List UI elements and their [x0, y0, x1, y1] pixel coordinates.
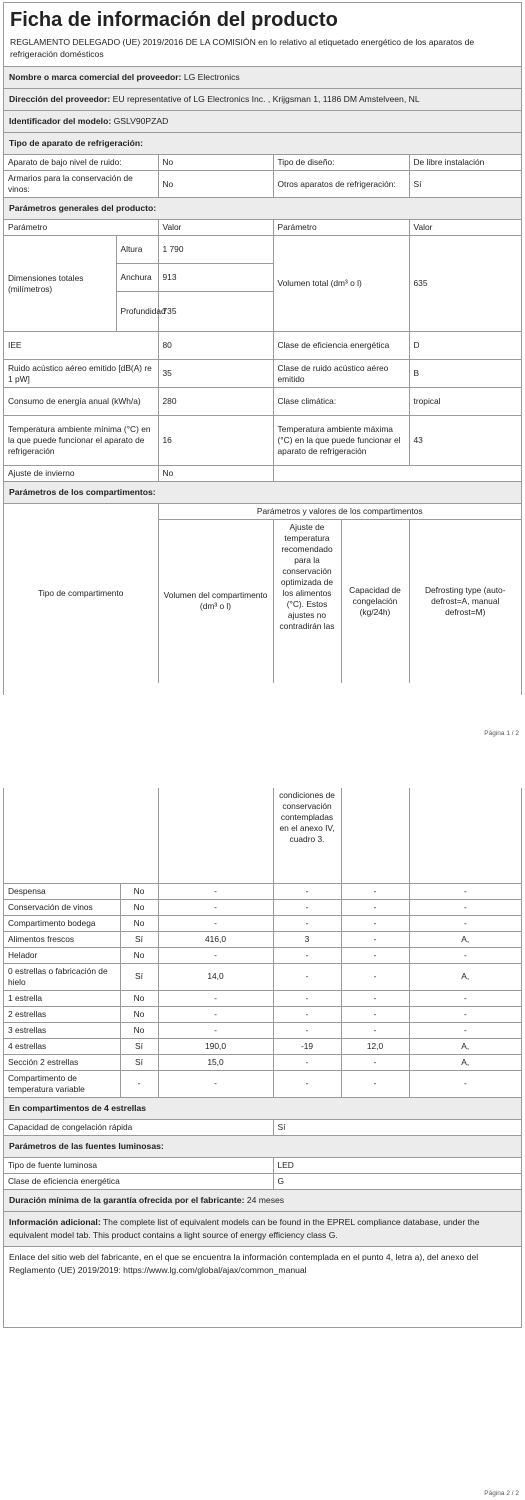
compartment-present: Sí: [120, 1038, 158, 1054]
additional-info-label: Información adicional:: [9, 1216, 101, 1227]
page-1: [0, 0, 525, 745]
compartment-name: Conservación de vinos: [4, 899, 120, 915]
table-row: [4, 1119, 521, 1135]
compartment-defrost: A,: [409, 1038, 521, 1054]
depth-label: Profundidad: [116, 292, 158, 332]
width-value: 913: [158, 264, 273, 292]
sheet-frame-page-2: [3, 788, 522, 1328]
compartment-defrost: A,: [409, 963, 521, 990]
table-row: [4, 171, 521, 198]
table-row: [4, 1006, 521, 1022]
light-source-heading-text: Parámetros de las fuentes luminosas:: [9, 1140, 164, 1151]
table-row: [4, 931, 521, 947]
light-class-label: Clase de eficiencia energética: [4, 1173, 273, 1189]
width-label: Anchura: [116, 264, 158, 292]
compartment-present: Sí: [120, 931, 158, 947]
winter-setting-value: No: [158, 466, 273, 482]
page-number: Página 1 / 2: [484, 730, 519, 737]
compartment-present: Sí: [120, 1054, 158, 1070]
compartments-heading: [4, 482, 521, 503]
table-row: [4, 416, 521, 466]
compartment-name: Alimentos frescos: [4, 931, 120, 947]
compartment-name: 2 estrellas: [4, 1006, 120, 1022]
col-param-header-2: Parámetro: [273, 220, 409, 236]
page-2: [0, 760, 525, 1500]
compartment-name: Compartimento de temperatura variable: [4, 1070, 120, 1097]
table-header-row: [4, 788, 521, 883]
fast-freeze-value: Sí: [273, 1119, 521, 1135]
compartment-defrost: -: [409, 915, 521, 931]
compartment-freezing: -: [341, 1070, 409, 1097]
compartment-present: No: [120, 899, 158, 915]
table-row: [4, 236, 521, 264]
compartment-temp: -: [273, 990, 341, 1006]
four-star-heading: [4, 1098, 521, 1119]
other-appliances-value: Sí: [409, 171, 521, 198]
compartment-defrost: -: [409, 990, 521, 1006]
light-source-heading: [4, 1136, 521, 1157]
freezing-capacity-header-cont: [341, 788, 409, 883]
wine-storage-value: No: [158, 171, 273, 198]
compartments-header-table: [4, 503, 521, 683]
compartment-volume: -: [158, 915, 273, 931]
general-params-heading-text: Parámetros generales del producto:: [9, 203, 157, 213]
compartment-temp: -: [273, 883, 341, 899]
compartment-temp: -: [273, 1006, 341, 1022]
page-number: Página 2 / 2: [484, 1490, 519, 1497]
compartment-name: Helador: [4, 947, 120, 963]
compartment-volume: 14,0: [158, 963, 273, 990]
appliance-type-table: [4, 154, 521, 198]
compartment-temp: -: [273, 947, 341, 963]
table-row: [4, 155, 521, 171]
table-row: [4, 1038, 521, 1054]
compartment-freezing: -: [341, 1022, 409, 1038]
compartment-present: No: [120, 915, 158, 931]
supplier-address-value: EU representative of LG Electronics Inc. , Krijgsman 1, 1186 DM Amstelveen, NL: [112, 94, 420, 104]
table-row: [4, 1022, 521, 1038]
table-row: [4, 990, 521, 1006]
height-label: Altura: [116, 236, 158, 264]
light-class-value: G: [273, 1173, 521, 1189]
warranty-value: 24 meses: [246, 1194, 285, 1205]
compartment-name: 4 estrellas: [4, 1038, 120, 1054]
compartment-volume: 416,0: [158, 931, 273, 947]
climate-class-value: tropical: [409, 388, 521, 416]
manufacturer-link-text: Enlace del sitio web del fabricante, en el que se encuentra la información contemplada en el punto 4, letra a), del anexo del Reglamento (UE) 2019/2019: https://www.lg.com/global/ajax/common_manual: [9, 1251, 479, 1275]
compartment-defrost: A,: [409, 1054, 521, 1070]
table-row: [4, 466, 521, 482]
max-temp-value: 43: [409, 416, 521, 466]
compartment-name: Despensa: [4, 883, 120, 899]
table-row: [4, 883, 521, 899]
defrost-type-header: Defrosting type (auto-defrost=A, manual defrost=M): [409, 520, 521, 683]
compartment-defrost: -: [409, 1070, 521, 1097]
supplier-name-value: LG Electronics: [183, 72, 240, 82]
compartment-freezing: -: [341, 1054, 409, 1070]
efficiency-class-value: D: [409, 332, 521, 360]
light-source-table: [4, 1157, 521, 1190]
total-volume-label: Volumen total (dm³ o l): [273, 236, 409, 332]
compartment-volume: -: [158, 1006, 273, 1022]
low-noise-label: Aparato de bajo nivel de ruido:: [4, 155, 158, 171]
energy-consumption-value: 280: [158, 388, 273, 416]
table-row: [4, 963, 521, 990]
height-value: 1 790: [158, 236, 273, 264]
volume-header: Volumen del compartimento (dm³ o l): [158, 520, 273, 683]
general-params-table: [4, 219, 521, 482]
model-value: GSLV90PZAD: [113, 116, 169, 126]
temp-setting-header: Ajuste de temperatura recomendado para la conservación optimizada de los alimentos (°C). Estos ajustes no contradirán las: [273, 520, 341, 683]
supplier-address-label: Dirección del proveedor:: [9, 94, 111, 104]
compartment-temp: -: [273, 915, 341, 931]
table-row: [4, 1157, 521, 1173]
max-temp-label: Temperatura ambiente máxima (°C) en la que puede funcionar el aparato de refrigeración: [273, 416, 409, 466]
model-row: [4, 110, 521, 132]
compartment-temp: 3: [273, 931, 341, 947]
freezing-capacity-header: Capacidad de congelación (kg/24h): [341, 520, 409, 683]
fast-freeze-label: Capacidad de congelación rápida: [4, 1119, 273, 1135]
compartment-defrost: -: [409, 1022, 521, 1038]
design-type-label: Tipo de diseño:: [273, 155, 409, 171]
compartment-defrost: -: [409, 899, 521, 915]
low-noise-value: No: [158, 155, 273, 171]
compartment-volume: 190,0: [158, 1038, 273, 1054]
compartment-freezing: 12,0: [341, 1038, 409, 1054]
warranty-row: [4, 1190, 521, 1211]
compartment-type-header: Tipo de compartimento: [4, 504, 158, 683]
eei-value: 80: [158, 332, 273, 360]
compartment-type-header-cont: [4, 788, 158, 883]
compartment-volume: -: [158, 899, 273, 915]
compartment-name: 0 estrellas o fabricación de hielo: [4, 963, 120, 990]
table-header-row: [4, 504, 521, 520]
general-params-heading: [4, 198, 521, 219]
energy-consumption-label: Consumo de energía anual (kWh/a): [4, 388, 158, 416]
additional-info-row: [4, 1211, 521, 1246]
noise-class-label: Clase de ruido acústico aéreo emitido: [273, 360, 409, 388]
climate-class-label: Clase climática:: [273, 388, 409, 416]
supplier-address-row: [4, 88, 521, 110]
compartment-volume: -: [158, 883, 273, 899]
supplier-name-label: Nombre o marca comercial del proveedor:: [9, 72, 182, 82]
compartment-freezing: -: [341, 963, 409, 990]
compartment-present: No: [120, 990, 158, 1006]
efficiency-class-label: Clase de eficiencia energética: [273, 332, 409, 360]
total-volume-value: 635: [409, 236, 521, 332]
compartment-present: No: [120, 947, 158, 963]
table-row: [4, 360, 521, 388]
compartment-present: No: [120, 1006, 158, 1022]
compartment-temp: -: [273, 1054, 341, 1070]
warranty-label: Duración mínima de la garantía ofrecida por el fabricante:: [9, 1194, 245, 1205]
compartment-freezing: -: [341, 915, 409, 931]
compartment-freezing: -: [341, 990, 409, 1006]
compartment-defrost: -: [409, 947, 521, 963]
noise-value: 35: [158, 360, 273, 388]
compartment-defrost: -: [409, 1006, 521, 1022]
compartment-volume: -: [158, 1022, 273, 1038]
compartment-temp: -: [273, 1070, 341, 1097]
winter-setting-label: Ajuste de invierno: [4, 466, 158, 482]
compartment-freezing: -: [341, 1006, 409, 1022]
compartment-defrost: -: [409, 883, 521, 899]
compartment-temp: -: [273, 1022, 341, 1038]
page-title: Ficha de información del producto: [10, 9, 338, 31]
table-header-row: [4, 220, 521, 236]
light-type-label: Tipo de fuente luminosa: [4, 1157, 273, 1173]
col-value-header-2: Valor: [409, 220, 521, 236]
col-value-header: Valor: [158, 220, 273, 236]
table-row: [4, 1173, 521, 1189]
table-row: [4, 899, 521, 915]
compartment-freezing: -: [341, 899, 409, 915]
model-label: Identificador del modelo:: [9, 116, 112, 126]
compartments-table: [4, 788, 521, 1098]
compartment-name: 3 estrellas: [4, 1022, 120, 1038]
compartment-defrost: A,: [409, 931, 521, 947]
compartment-name: 1 estrella: [4, 990, 120, 1006]
dimensions-label: Dimensiones totales (milímetros): [4, 236, 116, 332]
compartment-freezing: -: [341, 931, 409, 947]
wine-storage-label: Armarios para la conservación de vinos:: [4, 171, 158, 198]
col-param-header: Parámetro: [4, 220, 158, 236]
compartment-params-group-header: Parámetros y valores de los compartimentos: [158, 504, 521, 520]
compartment-volume: -: [158, 1070, 273, 1097]
compartment-present: Sí: [120, 963, 158, 990]
compartment-present: No: [120, 1022, 158, 1038]
compartment-volume: -: [158, 947, 273, 963]
compartment-name: Compartimento bodega: [4, 915, 120, 931]
compartment-volume: 15,0: [158, 1054, 273, 1070]
compartments-heading-text: Parámetros de los compartimentos:: [9, 487, 156, 497]
supplier-name-row: [4, 66, 521, 88]
empty-cell: [273, 466, 521, 482]
four-star-heading-text: En compartimentos de 4 estrellas: [9, 1102, 147, 1113]
light-type-value: LED: [273, 1157, 521, 1173]
min-temp-value: 16: [158, 416, 273, 466]
manufacturer-link-row: [4, 1246, 521, 1281]
compartment-volume: -: [158, 990, 273, 1006]
design-type-value: De libre instalación: [409, 155, 521, 171]
min-temp-label: Temperatura ambiente mínima (°C) en la que puede funcionar el aparato de refrigeración: [4, 416, 158, 466]
table-row: [4, 915, 521, 931]
defrost-type-header-cont: [409, 788, 521, 883]
compartment-freezing: -: [341, 883, 409, 899]
depth-value: 735: [158, 292, 273, 332]
compartment-temp: -: [273, 963, 341, 990]
compartment-present: No: [120, 883, 158, 899]
compartment-freezing: -: [341, 947, 409, 963]
four-star-table: [4, 1119, 521, 1136]
sheet-frame-page-1: [3, 2, 522, 695]
volume-header-cont: [158, 788, 273, 883]
intro-text: REGLAMENTO DELEGADO (UE) 2019/2016 DE LA COMISIÓN en lo relativo al etiquetado energético de los aparatos de refrigeración domésticos: [10, 37, 475, 59]
eei-label: IEE: [4, 332, 158, 360]
table-row: [4, 332, 521, 360]
compartment-temp: -19: [273, 1038, 341, 1054]
compartment-present: -: [120, 1070, 158, 1097]
compartment-temp: -: [273, 899, 341, 915]
temp-setting-header-cont: condiciones de conservación contempladas en el anexo IV, cuadro 3.: [273, 788, 341, 883]
table-row: [4, 388, 521, 416]
table-row: [4, 947, 521, 963]
table-row: [4, 1054, 521, 1070]
appliance-type-heading: [4, 132, 521, 154]
noise-label: Ruido acústico aéreo emitido [dB(A) re 1 pW]: [4, 360, 158, 388]
other-appliances-label: Otros aparatos de refrigeración:: [273, 171, 409, 198]
noise-class-value: B: [409, 360, 521, 388]
table-row: [4, 1070, 521, 1097]
appliance-type-heading-text: Tipo de aparato de refrigeración:: [9, 138, 144, 148]
additional-info-value: The complete list of equivalent models can be found in the EPREL compliance database, under the equivalent model tab. This product contains a light source of energy efficiency class G.: [9, 1216, 480, 1240]
compartment-name: Sección 2 estrellas: [4, 1054, 120, 1070]
